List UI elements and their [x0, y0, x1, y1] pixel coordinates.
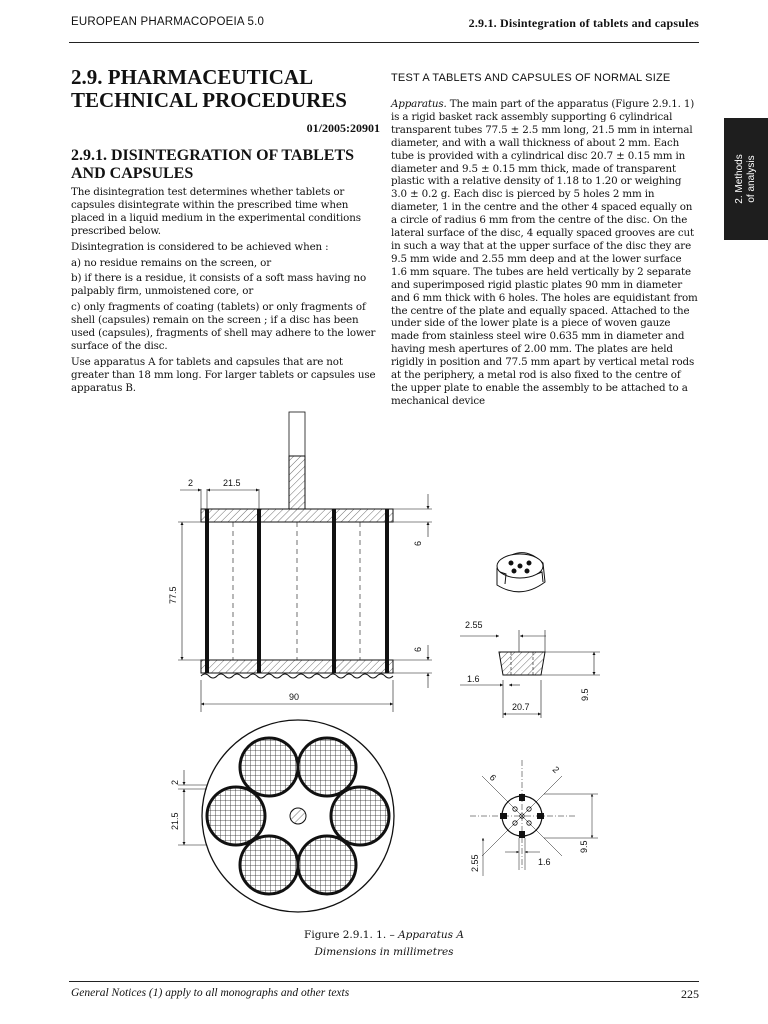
- dim-label: 20.7: [512, 702, 530, 712]
- right-column-text: [391, 98, 699, 411]
- disc-isometric-drawing: [497, 553, 545, 592]
- dim-label: 1.6: [467, 674, 480, 684]
- dim-label: 2.55: [465, 620, 483, 630]
- side-elevation-drawing: [168, 412, 432, 712]
- dim-label: 21.5: [223, 478, 241, 488]
- dim-label: 2: [170, 779, 180, 785]
- dim-label: 6: [413, 540, 423, 546]
- paragraph: a) no residue remains on the screen, or: [71, 256, 271, 269]
- footer-notice: General Notices (1) apply to all monographs and other texts: [71, 987, 350, 999]
- monograph-reference: 01/2005:20901: [306, 121, 380, 135]
- chapter-heading: [71, 66, 381, 112]
- apparatus-paragraph: [391, 98, 699, 408]
- side-tab-label: [734, 154, 758, 203]
- apparatus-figure: [0, 400, 768, 925]
- section-heading-line2: AND CAPSULES: [71, 165, 194, 182]
- dim-label: 77.5: [168, 586, 178, 604]
- dim-label: 9.5: [579, 840, 589, 853]
- disc-side-drawing: [460, 620, 600, 718]
- plate-plan-drawing: [170, 720, 394, 912]
- paragraph: c) only fragments of coating (tablets) or only fragments of shell (capsules) remain on the screen ; if a disc has been used (capsules), fragments of shell may adhere to the lower surface of the disc.: [71, 301, 376, 352]
- paragraph: Use apparatus A for tablets and capsules that are not greater than 18 mm long. For larger tablets or capsules use apparatus B.: [71, 355, 376, 394]
- disc-plan-drawing: [470, 760, 598, 876]
- dim-label: 6: [413, 646, 423, 652]
- dim-label: 6: [487, 772, 499, 783]
- dim-label: 1.6: [538, 857, 551, 867]
- dim-label: 21.5: [170, 812, 180, 830]
- test-a-heading: TEST A TABLETS AND CAPSULES OF NORMAL SIZE: [391, 72, 671, 84]
- apparatus-text: The main part of the apparatus (Figure 2.9.1. 1) is a rigid basket rack assembly supporting 6 cylindrical transparent tubes 77.5 ± 2.5 mm long, 21.5 mm in internal diameter, and with a wall thickness of about 2 mm. Each tube is provided with a cylindrical disc 20.7 ± 0.15 mm in diameter and 9.5 ± 0.15 mm thick, made of transparent plastic with a relative density of 1.18 to 1.20 or weighing 3.0 ± 0.2 g. Each disc is pierced by 5 holes 2 mm in diameter, 1 in the centre and the other 4 spaced equally on a circle of radius 6 mm from the centre of the disc. On the lateral surface of the disc, 4 equally spaced grooves are cut in such a way that at the upper surface of the disc they are 9.5 mm wide and 2.55 mm deep and at the lower surface 1.6 mm square. The tubes are held vertically by 2 separate and superimposed rigid plastic plates 90 mm in diameter and 6 mm thick with 6 holes. The holes are equidistant from the centre of the plate and equally spaced. Attached to the under side of the lower plate is a piece of woven gauze made from stainless steel wire 0.635 mm in diameter and having mesh apertures of 2.00 mm. The plates are held rigidly in position and 77.5 mm apart by vertical metal rods at the periphery, a metal rod is also fixed to the centre of the upper plate to enable the assembly to be attached to a mechanical device: [391, 98, 698, 407]
- paragraph: Disintegration is considered to be achieved when :: [71, 240, 329, 253]
- side-tab: [724, 118, 768, 240]
- paragraph: b) if there is a residue, it consists of a soft mass having no palpably firm, unmoistened core, or: [71, 272, 367, 298]
- figure-caption: [184, 929, 584, 941]
- caption-title: Apparatus A: [398, 929, 464, 941]
- dim-label: 90: [289, 692, 300, 702]
- chapter-heading-line2: TECHNICAL PROCEDURES: [71, 88, 347, 112]
- caption-number: Figure 2.9.1. 1. –: [304, 929, 399, 941]
- dim-label: 2: [188, 478, 194, 488]
- footer-rule: [69, 981, 699, 982]
- running-header-section: 2.9.1. Disintegration of tablets and capsules: [468, 16, 699, 30]
- paragraph: The disintegration test determines whether tablets or capsules disintegrate within the prescribed time when placed in a liquid medium in the experimental conditions prescribed below.: [71, 186, 361, 237]
- apparatus-lead: Apparatus.: [391, 98, 447, 110]
- running-header-title: EUROPEAN PHARMACOPOEIA 5.0: [71, 16, 265, 28]
- dim-label: 2: [550, 764, 562, 775]
- side-tab-line2: of analysis: [746, 155, 757, 203]
- section-heading-line1: 2.9.1. DISINTEGRATION OF TABLETS: [71, 147, 355, 164]
- section-heading: [71, 147, 381, 183]
- dim-label: 9.5: [580, 688, 590, 701]
- figure-caption-units: Dimensions in millimetres: [314, 946, 454, 958]
- chapter-heading-line1: 2.9. PHARMACEUTICAL: [71, 65, 314, 89]
- side-tab-line1: 2. Methods: [734, 154, 745, 204]
- page-number: 225: [681, 987, 699, 1001]
- left-column-text: [71, 186, 382, 398]
- header-rule: [69, 42, 699, 43]
- dim-label: 2.55: [470, 854, 480, 872]
